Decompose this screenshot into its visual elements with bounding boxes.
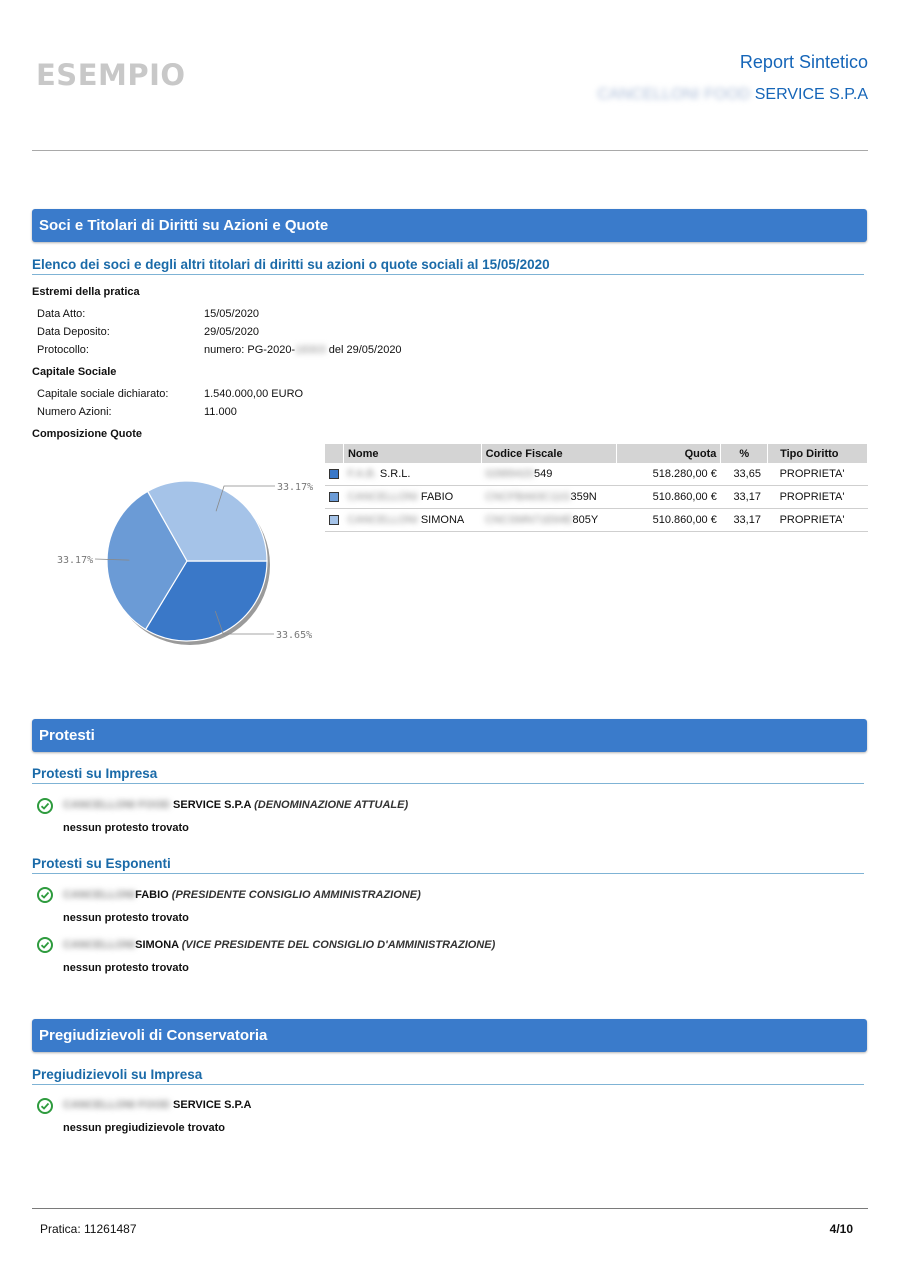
data-deposito-value: 29/05/2020 [204, 326, 260, 338]
soci-subtitle: Elenco dei soci e degli altri titolari di diritti su azioni o quote sociali al 15/05/2020 [32, 257, 864, 275]
data-atto-label: Data Atto: [37, 308, 86, 320]
section-band-soci: Soci e Titolari di Diritti su Azioni e Quote [32, 209, 867, 242]
cell-codice-fiscale [481, 486, 616, 509]
table-row [325, 486, 868, 509]
cf-redacted: CNCFBA63C11G [485, 491, 571, 503]
protesti-impresa-title: Protesti su Impresa [32, 766, 864, 784]
estremi-title: Estremi della pratica [32, 286, 140, 298]
protesti-impresa-entity [63, 799, 408, 811]
pie-data-label: 33.65% [276, 630, 313, 641]
section-band-pregiudizievoli: Pregiudizievoli di Conservatoria [32, 1019, 867, 1052]
nome-redacted: F.A.B. [347, 468, 377, 480]
nome-value: S.R.L. [379, 468, 411, 480]
cf-value: 549 [534, 468, 553, 480]
header-divider [32, 150, 868, 151]
cell-percent: 33,17 [721, 486, 768, 509]
esponente-2-name: SIMONA [135, 939, 179, 951]
table-row [325, 509, 868, 532]
nome-value: SIMONA [420, 514, 465, 526]
pie-data-label: 33.17% [277, 482, 314, 493]
header-percent: % [721, 444, 768, 463]
cell-tipo-diritto: PROPRIETA' [768, 463, 868, 486]
cell-percent: 33,17 [721, 509, 768, 532]
cell-quota: 510.860,00 € [616, 486, 721, 509]
cell-quota: 518.280,00 € [616, 463, 721, 486]
cell-percent: 33,65 [721, 463, 768, 486]
pregiudizievoli-impresa-result: nessun pregiudizievole trovato [63, 1122, 225, 1134]
protocollo-suffix: del 29/05/2020 [328, 344, 402, 356]
azioni-label: Numero Azioni: [37, 406, 112, 418]
check-circle-icon [37, 887, 53, 903]
nome-redacted: CANCELLONI [347, 491, 418, 503]
nome-redacted: CANCELLONI [347, 514, 418, 526]
company-name-suffix: SERVICE S.P.A [754, 86, 868, 103]
row-swatch [325, 509, 343, 532]
pregiudizievoli-redacted: CANCELLONI FOOD [63, 1099, 170, 1111]
check-circle-icon [37, 798, 53, 814]
esponente-2-redacted: CANCELLONI [63, 939, 136, 951]
esponente-1-entity [63, 889, 421, 901]
composizione-title: Composizione Quote [32, 428, 142, 440]
data-atto-value: 15/05/2020 [204, 308, 260, 320]
swatch-header [325, 444, 343, 463]
check-circle-icon [37, 937, 53, 953]
impresa-name: SERVICE S.P.A [173, 799, 252, 811]
esponente-2-entity [63, 939, 495, 951]
cell-nome [343, 486, 481, 509]
table-row [325, 463, 868, 486]
report-title: Report Sintetico [739, 52, 868, 72]
cell-tipo-diritto: PROPRIETA' [768, 486, 868, 509]
cf-redacted: CNCSMN71E64E [485, 514, 573, 526]
cf-value: 805Y [572, 514, 599, 526]
header-codice-fiscale: Codice Fiscale [481, 444, 616, 463]
legend-swatch [329, 469, 339, 479]
capitale-value: 1.540.000,00 EURO [204, 388, 304, 400]
check-circle-icon [37, 1098, 53, 1114]
cell-codice-fiscale [481, 509, 616, 532]
cell-tipo-diritto: PROPRIETA' [768, 509, 868, 532]
nome-value: FABIO [420, 491, 454, 503]
cf-value: 359N [570, 491, 597, 503]
protocollo-redacted: 18303 [295, 344, 326, 356]
quote-table-header [325, 444, 868, 463]
protesti-impresa-result: nessun protesto trovato [63, 822, 189, 834]
company-name [597, 86, 868, 104]
header-quota: Quota [616, 444, 721, 463]
cell-codice-fiscale [481, 463, 616, 486]
protesti-esponenti-title: Protesti su Esponenti [32, 856, 864, 874]
protocollo-value [204, 344, 402, 356]
footer-pratica: Pratica: 11261487 [40, 1222, 137, 1236]
legend-swatch [329, 515, 339, 525]
row-swatch [325, 486, 343, 509]
pie-data-label: 33.17% [57, 555, 94, 566]
row-swatch [325, 463, 343, 486]
esponente-1-redacted: CANCELLONI [63, 889, 136, 901]
watermark: ESEMPIO [36, 58, 186, 92]
pregiudizievoli-name: SERVICE S.P.A [173, 1099, 252, 1111]
protocollo-label: Protocollo: [37, 344, 89, 356]
company-name-redacted: CANCELLONI FOOD [597, 86, 751, 103]
impresa-redacted: CANCELLONI FOOD [63, 799, 170, 811]
header-nome: Nome [343, 444, 481, 463]
data-deposito-label: Data Deposito: [37, 326, 110, 338]
esponente-2-role: (VICE PRESIDENTE DEL CONSIGLIO D'AMMINISTRAZIONE) [181, 939, 496, 951]
header-tipo-diritto: Tipo Diritto [768, 444, 868, 463]
pregiudizievoli-impresa-title: Pregiudizievoli su Impresa [32, 1067, 864, 1085]
cell-nome [343, 509, 481, 532]
quote-table [325, 444, 868, 532]
esponente-1-result: nessun protesto trovato [63, 912, 189, 924]
cell-quota: 510.860,00 € [616, 509, 721, 532]
impresa-role: (DENOMINAZIONE ATTUALE) [254, 799, 409, 811]
cf-redacted: 02889420 [485, 468, 535, 480]
legend-swatch [329, 492, 339, 502]
cell-nome [343, 463, 481, 486]
footer-divider [32, 1208, 868, 1209]
azioni-value: 11.000 [204, 406, 237, 418]
esponente-1-name: FABIO [135, 889, 169, 901]
section-band-protesti: Protesti [32, 719, 867, 752]
quote-pie-chart [40, 450, 330, 660]
pregiudizievoli-impresa-entity [63, 1099, 251, 1111]
esponente-1-role: (PRESIDENTE CONSIGLIO AMMINISTRAZIONE) [171, 889, 421, 901]
esponente-2-result: nessun protesto trovato [63, 962, 189, 974]
footer-page-number: 4/10 [829, 1222, 853, 1236]
protocollo-prefix: numero: PG-2020- [204, 344, 296, 356]
capitale-label: Capitale sociale dichiarato: [37, 388, 169, 400]
capitale-title: Capitale Sociale [32, 366, 117, 378]
